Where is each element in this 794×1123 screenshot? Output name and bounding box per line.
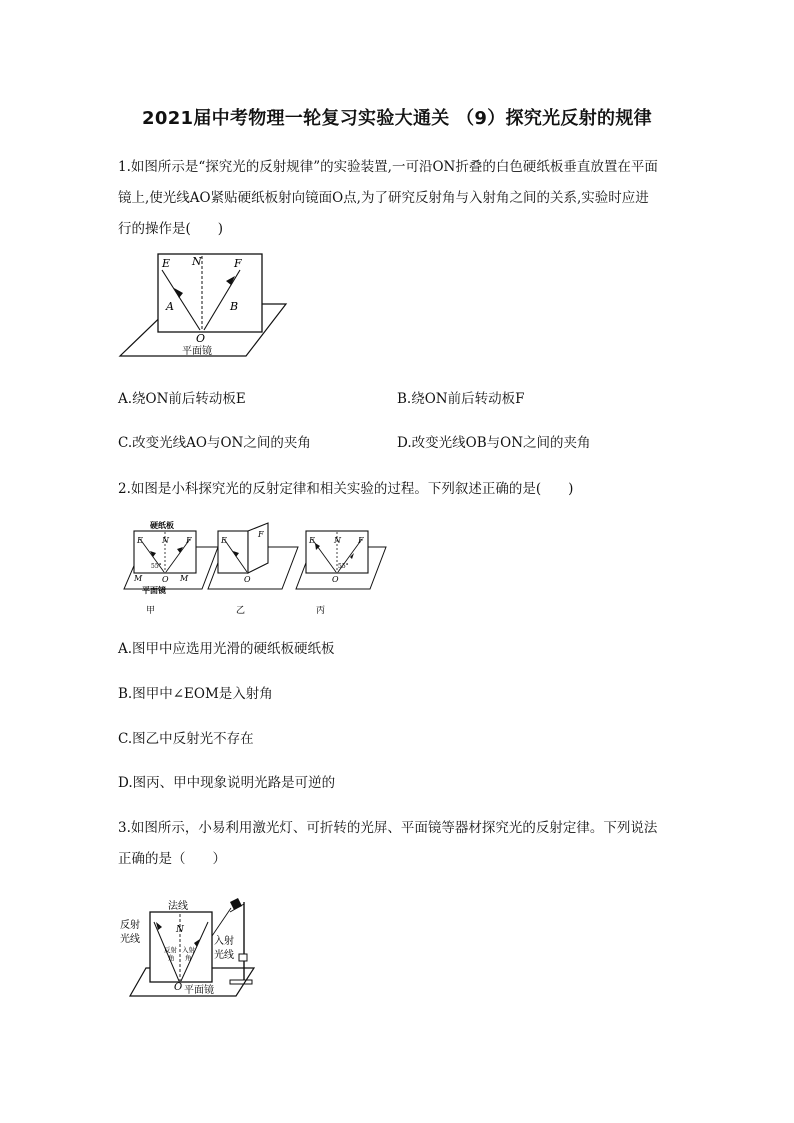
q1-label-E: E <box>162 257 171 270</box>
q1-label-mirror: 平面镜 <box>182 346 212 357</box>
q1-option-b: B.绕ON前后转动板F <box>397 391 525 407</box>
q1-label-O: O <box>196 332 206 345</box>
q2-label-mirror: 平面镜 <box>142 585 166 595</box>
q2-yi-label-O: O <box>244 575 251 584</box>
q2-option-c: C.图乙中反射光不存在 <box>118 731 254 747</box>
q2-yi-label-F: F <box>258 530 264 539</box>
q3-label-ia1: 入射 <box>182 946 195 954</box>
q2-option-d: D.图丙、甲中现象说明光路是可逆的 <box>118 775 336 791</box>
q3-text-line1: 3.如图所示，小易利用激光灯、可折转的光屏、平面镜等器材探究光的反射定律。下列说法 <box>118 820 658 836</box>
q3-stand-base <box>230 980 252 984</box>
q2-figure-bing <box>296 531 386 616</box>
q2-jia-angle: 55° <box>151 563 162 570</box>
q3-label-ia2: 角 <box>185 954 192 962</box>
q3-label-mirror: 平面镜 <box>184 985 214 996</box>
q1-label-N: N <box>192 255 202 268</box>
q3-screen <box>150 912 212 982</box>
q3-laser-lamp <box>230 898 242 910</box>
q3-label-inc1: 入射 <box>214 936 234 947</box>
q2-jia-label-M2: M <box>180 574 189 583</box>
q2-bing-label-E: E <box>309 536 315 545</box>
q2-bing-label-O: O <box>332 575 339 584</box>
q1-option-c: C.改变光线AO与ON之间的夹角 <box>118 435 311 451</box>
q2-bing-label-N: N <box>334 536 341 545</box>
q1-text-line3: 行的操作是( ) <box>118 221 224 237</box>
q2-figure <box>120 515 390 617</box>
q1-label-B: B <box>230 300 239 313</box>
q1-figure <box>118 248 288 360</box>
q2-option-b: B.图甲中∠EOM是入射角 <box>118 686 273 702</box>
q1-text-line2: 镜上,使光线AO紧贴硬纸板射向镜面O点,为了研究反射角与入射角之间的关系,实验时应进 <box>118 190 649 206</box>
q2-option-a: A.图甲中应选用光滑的硬纸板硬纸板 <box>118 641 335 657</box>
q2-label-bing: 丙 <box>316 606 326 616</box>
q2-figure-jia <box>124 520 218 616</box>
q2-label-jia: 甲 <box>146 606 156 616</box>
q3-text-line2: 正确的是（ ） <box>118 851 226 867</box>
q2-jia-label-E: E <box>137 536 143 545</box>
page-title: 2021届中考物理一轮复习实验大通关 （9）探究光反射的规律 <box>142 108 652 129</box>
q2-jia-label-O: O <box>162 575 169 584</box>
q2-jia-label-N: N <box>162 536 169 545</box>
q1-label-F: F <box>234 257 242 270</box>
q1-option-d: D.改变光线OB与ON之间的夹角 <box>397 435 591 451</box>
q3-clamp <box>239 954 247 961</box>
q3-label-N: N <box>176 925 184 935</box>
q3-label-refl2: 光线 <box>120 934 140 945</box>
q2-jia-label-F: F <box>186 536 192 545</box>
q2-bing-label-F: F <box>358 536 364 545</box>
q1-text-line1: 1.如图所示是“探究光的反射规律”的实验装置,一可沿ON折叠的白色硬纸板垂直放置在平面 <box>118 159 658 175</box>
q3-label-inc2: 光线 <box>214 950 234 961</box>
q2-figure-yi <box>208 523 298 616</box>
q2-label-yi: 乙 <box>236 606 246 616</box>
q3-label-normal: 法线 <box>168 901 188 912</box>
q2-bing-angle: 55° <box>338 563 349 570</box>
q2-yi-label-E: E <box>221 536 227 545</box>
q2-label-board: 硬纸板 <box>150 520 174 530</box>
q3-label-ra1: 反射 <box>164 946 177 954</box>
q3-label-ra2: 角 <box>168 954 175 962</box>
q2-text-line1: 2.如图是小科探究光的反射定律和相关实验的过程。下列叙述正确的是( ) <box>118 481 574 497</box>
q3-label-refl1: 反射 <box>120 920 140 931</box>
q3-label-O: O <box>174 982 183 993</box>
q1-option-a: A.绕ON前后转动板E <box>118 391 246 407</box>
q3-figure <box>118 892 273 1000</box>
q2-jia-label-M1: M <box>134 574 143 583</box>
q1-label-A: A <box>166 300 174 313</box>
